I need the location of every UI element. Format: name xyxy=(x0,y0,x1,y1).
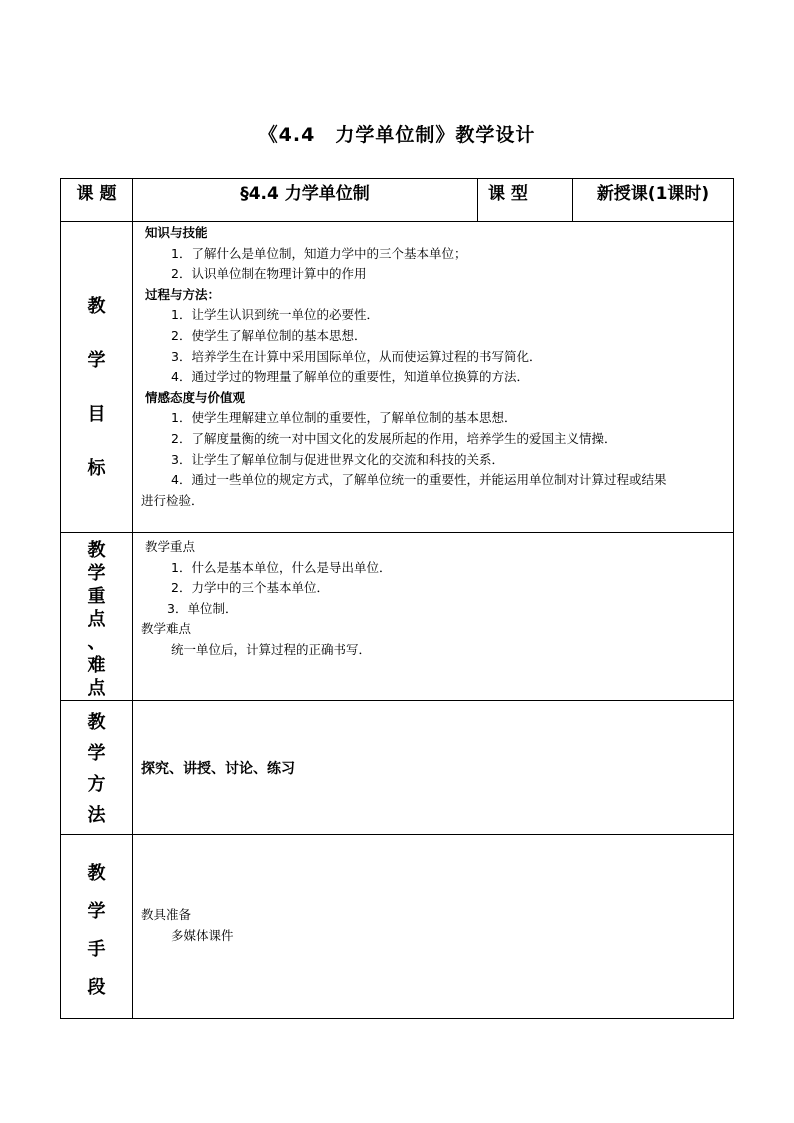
header-row xyxy=(61,179,734,222)
process-title: 过程与方法： xyxy=(145,286,221,302)
prep-item: 多媒体课件 xyxy=(171,927,234,943)
type-value: 新授课(1课时) xyxy=(573,179,734,222)
knowledge-item: 2．认识单位制在物理计算中的作用 xyxy=(171,266,367,282)
process-item: 4．通过学过的物理量了解单位的重要性，知道单位换算的方法． xyxy=(171,369,529,385)
keypoints-content xyxy=(133,533,734,701)
knowledge-item: 1．了解什么是单位制，知道力学中的三个基本单位； xyxy=(171,245,467,261)
knowledge-title: 知识与技能 xyxy=(145,225,208,240)
document-title: 《4.4 力学单位制》教学设计 xyxy=(258,124,536,146)
objectives-content xyxy=(133,222,734,533)
emotion-item: 2．了解度量衡的统一对中国文化的发展所起的作用，培养学生的爱国主义情操． xyxy=(171,430,617,446)
objectives-row xyxy=(61,222,734,533)
means-row xyxy=(61,835,734,1019)
difficult-item: 统一单位后，计算过程的正确书写． xyxy=(171,641,372,657)
type-label: 课 型 xyxy=(478,179,573,222)
topic-label: 课 题 xyxy=(61,179,133,222)
means-label: 教 学 手 段 xyxy=(61,835,133,1019)
process-item: 1．让学生认识到统一单位的必要性． xyxy=(171,307,379,323)
key-title: 教学重点 xyxy=(145,539,196,554)
emotion-item: 3．让学生了解单位制与促进世界文化的交流和科技的关系． xyxy=(171,451,504,467)
method-row xyxy=(61,701,734,835)
objectives-label: 教 学 目 标 xyxy=(61,222,133,533)
process-item: 2．使学生了解单位制的基本思想． xyxy=(171,327,367,343)
key-item: 3．单位制． xyxy=(167,600,238,616)
prep-title: 教具准备 xyxy=(141,907,192,922)
method-label: 教 学 方 法 xyxy=(61,701,133,835)
topic-value: §4.4 力学单位制 xyxy=(133,179,478,222)
emotion-item-continued: 进行检验． xyxy=(141,492,204,508)
keypoints-label: 教 学 重 点 、 难 点 xyxy=(61,533,133,701)
means-content xyxy=(133,835,734,1019)
key-item: 1．什么是基本单位，什么是导出单位． xyxy=(171,559,392,575)
emotion-item: 1．使学生理解建立单位制的重要性，了解单位制的基本思想． xyxy=(171,410,517,426)
method-content: 探究、讲授、讨论、练习 xyxy=(133,701,734,835)
emotion-item: 4．通过一些单位的规定方式，了解单位统一的重要性，并能运用单位制对计算过程或结果 xyxy=(171,472,667,488)
process-item: 3．培养学生在计算中采用国际单位，从而使运算过程的书写简化． xyxy=(171,348,542,364)
keypoints-row xyxy=(61,533,734,701)
difficult-title: 教学难点 xyxy=(141,621,192,637)
emotion-title: 情感态度与价值观 xyxy=(145,389,246,405)
lesson-plan-table xyxy=(60,178,734,1019)
key-item: 2．力学中的三个基本单位． xyxy=(171,580,329,596)
